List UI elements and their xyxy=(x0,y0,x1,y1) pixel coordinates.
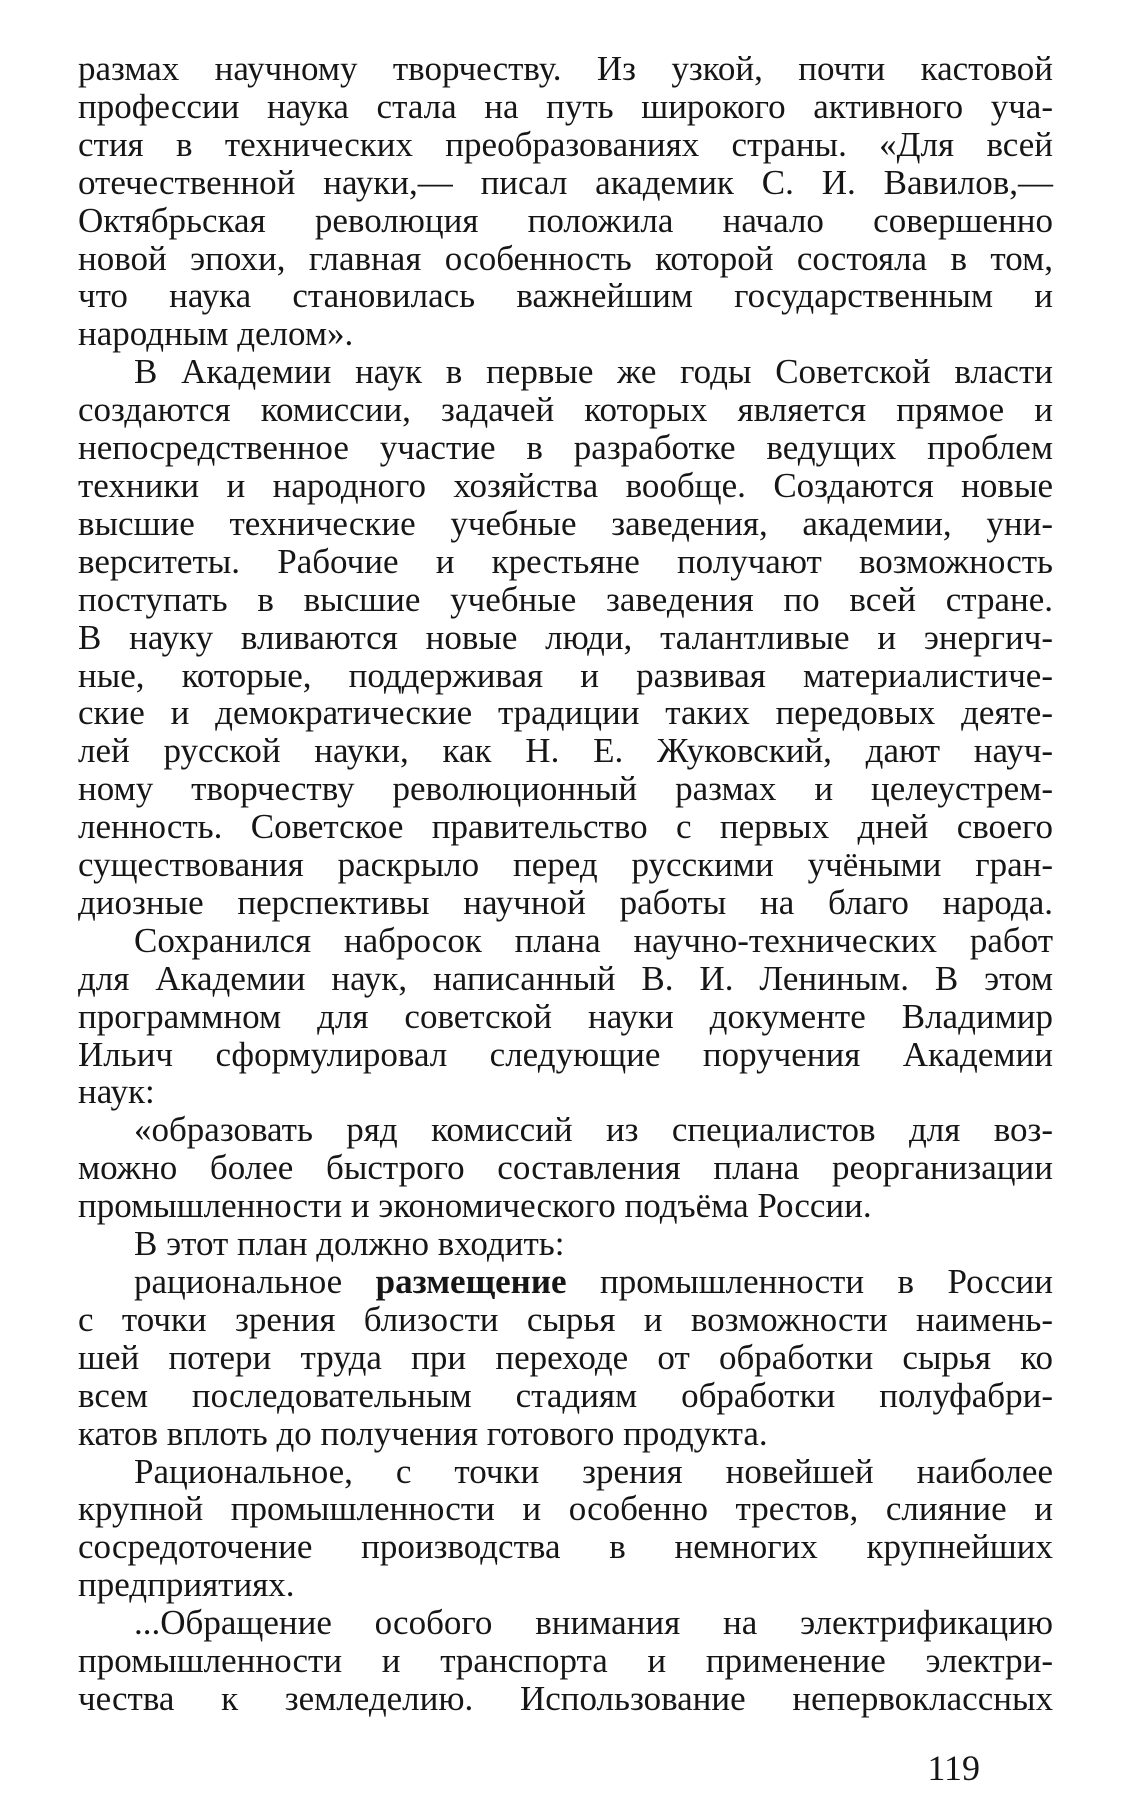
quote-text: рациональное xyxy=(134,1262,376,1301)
quote-line: шей потери труда при переходе от обработки сырья ко xyxy=(78,1338,1053,1377)
text-line: Сохранился набросок плана научно-технических работ xyxy=(134,921,1053,960)
text-line: лей русской науки, как Н. Е. Жуковский, дают науч- xyxy=(78,731,1053,770)
quote-line: ...Обращение особого внимания на электрификацию xyxy=(134,1603,1053,1642)
text-line: существования раскрыло перед русскими учёными гран- xyxy=(78,845,1053,884)
quote-line-with-emphasis xyxy=(134,1263,1053,1301)
text-line: наук: xyxy=(78,1072,155,1111)
quote-line: крупной промышленности и особенно трестов, слияние и xyxy=(78,1489,1053,1528)
text-line: стия в технических преобразованиях страны. «Для всей xyxy=(78,125,1053,164)
text-line: В Академии наук в первые же годы Советской власти xyxy=(134,352,1053,391)
text-line: создаются комиссии, задачей которых является прямое и xyxy=(78,390,1053,429)
spacer xyxy=(78,1731,1053,1732)
text-line: верситеты. Рабочие и крестьяне получают возможность xyxy=(78,542,1053,581)
text-line: ские и демократические традиции таких передовых деяте- xyxy=(78,693,1053,732)
text-line: Октябрьская революция положила начало совершенно xyxy=(78,201,1053,240)
quote-line: с точки зрения близости сырья и возможности наимень- xyxy=(78,1300,1053,1339)
quote-line: «образовать ряд комиссий из специалистов для воз- xyxy=(134,1110,1053,1149)
text-line: отечественной науки,— писал академик С. И. Вавилов,— xyxy=(78,163,1053,202)
text-line: непосредственное участие в разработке ведущих проблем xyxy=(78,428,1053,467)
text-line: ленность. Советское правительство с первых дней своего xyxy=(78,807,1053,846)
quote-line: В этот план должно входить: xyxy=(134,1224,565,1263)
quote-text: промышленности в России xyxy=(566,1262,1053,1301)
text-line: размах научному творчеству. Из узкой, почти кастовой xyxy=(78,49,1053,88)
text-line: поступать в высшие учебные заведения по всей стране. xyxy=(78,580,1053,619)
text-line: для Академии наук, написанный В. И. Лениным. В этом xyxy=(78,959,1053,998)
emphasized-word: размещение xyxy=(375,1262,567,1301)
text-line: программном для советской науки документе Владимир xyxy=(78,997,1053,1036)
text-line: что наука становилась важнейшим государственным и xyxy=(78,276,1053,315)
book-page xyxy=(78,50,1053,1770)
quote-line: предприятиях. xyxy=(78,1565,295,1604)
text-line: диозные перспективы научной работы на благо народа. xyxy=(78,883,1053,922)
quote-line: сосредоточение производства в немногих крупнейших xyxy=(78,1527,1053,1566)
text-line: новой эпохи, главная особенность которой состояла в том, xyxy=(78,239,1053,278)
text-line: ному творчеству революционный размах и целеустрем- xyxy=(78,769,1053,808)
quote-line: чества к земледелию. Использование непервоклассных xyxy=(78,1679,1053,1718)
quote-line: можно более быстрого составления плана реорганизации xyxy=(78,1148,1053,1187)
text-line: Ильич сформулировал следующие поручения Академии xyxy=(78,1035,1053,1074)
text-line: ные, которые, поддерживая и развивая материалистиче- xyxy=(78,656,1053,695)
quote-line: Рациональное, с точки зрения новейшей наиболее xyxy=(134,1452,1053,1491)
text-line: высшие технические учебные заведения, академии, уни- xyxy=(78,504,1053,543)
text-line: В науку вливаются новые люди, талантливые и энергич- xyxy=(78,618,1053,657)
page-number: 119 xyxy=(927,1748,980,1788)
text-line: профессии наука стала на путь широкого активного уча- xyxy=(78,87,1053,126)
quote-line: промышленности и транспорта и применение электри- xyxy=(78,1641,1053,1680)
text-line: техники и народного хозяйства вообще. Создаются новые xyxy=(78,466,1053,505)
quote-line: катов вплоть до получения готового продукта. xyxy=(78,1414,768,1453)
text-line: народным делом». xyxy=(78,314,354,353)
quote-line: всем последовательным стадиям обработки полуфабри- xyxy=(78,1376,1053,1415)
quote-line: промышленности и экономического подъёма России. xyxy=(78,1186,872,1225)
